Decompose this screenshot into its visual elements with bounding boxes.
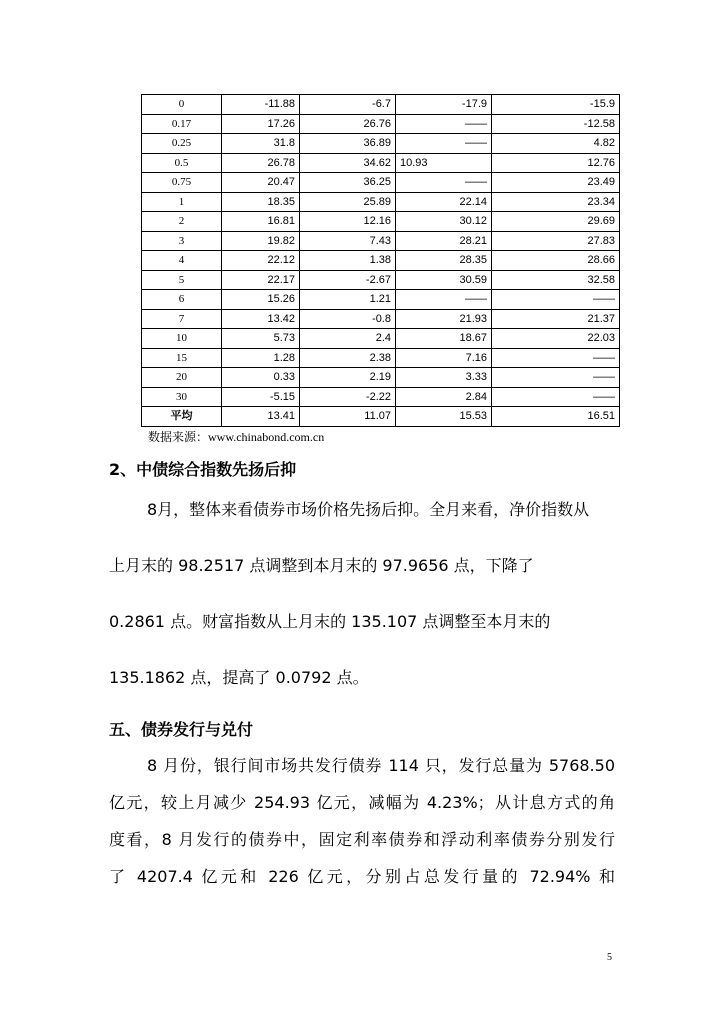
table-cell: -11.88	[222, 95, 300, 115]
table-cell: 20	[142, 368, 222, 388]
table-cell: 34.62	[300, 153, 396, 173]
table-cell: ——	[396, 114, 492, 134]
table-cell: 29.69	[492, 212, 620, 232]
table-cell: 11.07	[300, 407, 396, 427]
table-row	[142, 251, 620, 271]
table-cell: 3	[142, 231, 222, 251]
table-cell: 17.26	[222, 114, 300, 134]
table-cell: 26.76	[300, 114, 396, 134]
table-cell: -17.9	[396, 95, 492, 115]
table-cell: -2.22	[300, 387, 396, 407]
table-cell: 27.83	[492, 231, 620, 251]
table-cell: 0.5	[142, 153, 222, 173]
table-cell: -6.7	[300, 95, 396, 115]
table-cell: 31.8	[222, 134, 300, 154]
table-cell: 13.42	[222, 309, 300, 329]
table-cell: 23.34	[492, 192, 620, 212]
table-cell: 1	[142, 192, 222, 212]
section-2-heading: 2、中债综合指数先扬后抑	[109, 460, 297, 479]
section-2-line-4: 135.1862 点，提高了 0.0792 点。	[109, 668, 369, 687]
table-row	[142, 368, 620, 388]
table-cell: 13.41	[222, 407, 300, 427]
table-cell: 15	[142, 348, 222, 368]
table-row	[142, 153, 620, 173]
table-row	[142, 95, 620, 115]
table-row	[142, 192, 620, 212]
table-cell: 3.33	[396, 368, 492, 388]
table-cell: 平均	[142, 407, 222, 427]
table-cell: 2	[142, 212, 222, 232]
table-cell: 0.33	[222, 368, 300, 388]
table-cell: -15.9	[492, 95, 620, 115]
table-cell: 2.84	[396, 387, 492, 407]
page-number: 5	[607, 952, 612, 963]
table-row	[142, 329, 620, 349]
table-cell: 6	[142, 290, 222, 310]
yield-table	[141, 94, 620, 427]
table-cell: 5	[142, 270, 222, 290]
table-cell: 7.43	[300, 231, 396, 251]
table-cell: 0	[142, 95, 222, 115]
table-cell: 1.28	[222, 348, 300, 368]
table-cell: ——	[396, 173, 492, 193]
table-row	[142, 270, 620, 290]
table-cell: 23.49	[492, 173, 620, 193]
table-row	[142, 309, 620, 329]
table-cell: 22.03	[492, 329, 620, 349]
section-5-heading: 五、债券发行与兑付	[109, 720, 254, 739]
table-cell: 15.53	[396, 407, 492, 427]
table-cell: 36.89	[300, 134, 396, 154]
table-cell: 22.17	[222, 270, 300, 290]
table-cell: 7.16	[396, 348, 492, 368]
table-cell: 2.19	[300, 368, 396, 388]
table-cell: 7	[142, 309, 222, 329]
table-cell: 30.59	[396, 270, 492, 290]
table-cell: 21.37	[492, 309, 620, 329]
section-5-line-2: 亿元，较上月减少 254.93 亿元，减幅为 4.23%；从计息方式的角	[109, 793, 615, 812]
table-row	[142, 387, 620, 407]
table-row	[142, 134, 620, 154]
table-row	[142, 173, 620, 193]
table-cell: 30	[142, 387, 222, 407]
table-cell: 26.78	[222, 153, 300, 173]
table-cell: 16.81	[222, 212, 300, 232]
table-cell: 16.51	[492, 407, 620, 427]
table-cell: 2.4	[300, 329, 396, 349]
table-row	[142, 212, 620, 232]
table-cell: -2.67	[300, 270, 396, 290]
table-cell: 28.21	[396, 231, 492, 251]
section-5-line-3: 度看，8 月发行的债券中，固定利率债券和浮动利率债券分别发行	[109, 830, 615, 849]
table-row	[142, 407, 620, 427]
table-row	[142, 114, 620, 134]
table-cell: ——	[396, 290, 492, 310]
table-cell: ——	[492, 348, 620, 368]
table-cell: ——	[396, 134, 492, 154]
table-cell: 15.26	[222, 290, 300, 310]
table-cell: 2.38	[300, 348, 396, 368]
section-2-line-3: 0.2861 点。财富指数从上月末的 135.107 点调整至本月末的	[109, 612, 551, 631]
table-cell: ——	[492, 290, 620, 310]
table-cell: 10.93	[396, 153, 492, 173]
table-cell: 0.17	[142, 114, 222, 134]
table-cell: 1.38	[300, 251, 396, 271]
table-row	[142, 231, 620, 251]
table-cell: 0.25	[142, 134, 222, 154]
table-row	[142, 348, 620, 368]
data-source-note: 数据来源：www.chinabond.com.cn	[148, 430, 325, 444]
section-2-line-1: 8月，整体来看债券市场价格先扬后抑。全月来看，净价指数从	[147, 500, 590, 519]
table-cell: 28.66	[492, 251, 620, 271]
table-cell: -12.58	[492, 114, 620, 134]
table-cell: 30.12	[396, 212, 492, 232]
table-cell: 21.93	[396, 309, 492, 329]
table-cell: 5.73	[222, 329, 300, 349]
table-cell: 32.58	[492, 270, 620, 290]
table-cell: 0.75	[142, 173, 222, 193]
yield-table-body	[142, 95, 620, 427]
table-cell: ——	[492, 368, 620, 388]
table-cell: 12.16	[300, 212, 396, 232]
table-cell: -0.8	[300, 309, 396, 329]
table-cell: 10	[142, 329, 222, 349]
section-5-line-4: 了 4207.4 亿元和 226 亿元，分别占总发行量的 72.94% 和	[109, 867, 615, 886]
table-cell: 28.35	[396, 251, 492, 271]
table-cell: 1.21	[300, 290, 396, 310]
table-cell: 20.47	[222, 173, 300, 193]
table-cell: 19.82	[222, 231, 300, 251]
table-cell: 4.82	[492, 134, 620, 154]
section-5-line-1: 8 月份，银行间市场共发行债券 114 只，发行总量为 5768.50	[147, 756, 615, 775]
table-cell: -5.15	[222, 387, 300, 407]
table-cell: 36.25	[300, 173, 396, 193]
table-cell: 22.12	[222, 251, 300, 271]
table-cell: 12.76	[492, 153, 620, 173]
table-cell: 4	[142, 251, 222, 271]
table-row	[142, 290, 620, 310]
table-cell: 18.35	[222, 192, 300, 212]
section-2-line-2: 上月末的 98.2517 点调整到本月末的 97.9656 点，下降了	[109, 556, 534, 575]
table-cell: 18.67	[396, 329, 492, 349]
table-cell: 22.14	[396, 192, 492, 212]
table-cell: ——	[492, 387, 620, 407]
table-cell: 25.89	[300, 192, 396, 212]
